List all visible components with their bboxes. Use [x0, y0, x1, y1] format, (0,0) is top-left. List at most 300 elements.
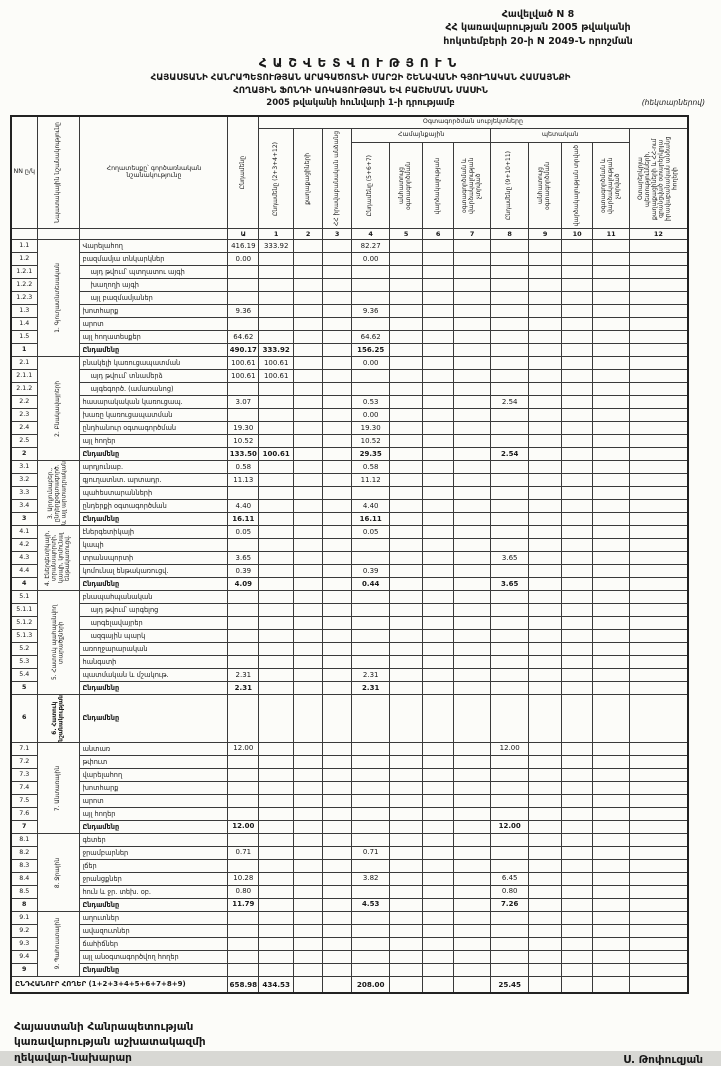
table-row [11, 873, 688, 886]
value-cell [259, 795, 294, 808]
value-cell [390, 500, 423, 513]
value-cell [352, 539, 390, 552]
table-row [11, 370, 688, 383]
value-cell [491, 591, 529, 604]
row-number-cell: 5.3 [11, 656, 37, 669]
value-cell [630, 821, 688, 834]
value-cell [562, 643, 593, 656]
value-cell [294, 474, 323, 487]
table-row [11, 435, 688, 448]
table-row [11, 357, 688, 370]
value-cell [423, 808, 454, 821]
value-cell [454, 292, 491, 305]
value-cell [593, 396, 630, 409]
value-cell [423, 860, 454, 873]
row-number-cell: 7.5 [11, 795, 37, 808]
value-cell [390, 604, 423, 617]
landtype-cell: հանգստի [80, 656, 228, 669]
row-number-cell: 1.4 [11, 318, 37, 331]
value-cell [390, 422, 423, 435]
value-cell [562, 795, 593, 808]
value-cell [529, 860, 562, 873]
value-cell [491, 643, 529, 656]
value-cell [323, 448, 352, 461]
value-cell [390, 591, 423, 604]
value-cell [390, 834, 423, 847]
group-total-label: Ընդամենը [80, 821, 228, 834]
purpose-col-header: Նպատակային նշանակությունը [37, 116, 80, 229]
row-number-cell: 5.1.2 [11, 617, 37, 630]
value-cell [630, 977, 688, 994]
value-cell [423, 604, 454, 617]
value-cell [491, 912, 529, 925]
value-cell [228, 964, 259, 977]
value-cell [454, 656, 491, 669]
value-cell [491, 682, 529, 695]
value-cell [323, 964, 352, 977]
table-row [11, 617, 688, 630]
value-cell [390, 682, 423, 695]
value-cell [323, 756, 352, 769]
value-cell [491, 461, 529, 474]
category-cell: 9. Պահուստային [37, 912, 80, 977]
value-cell [423, 834, 454, 847]
col11-header: օգտագործման և վարձակալության չտրված [593, 143, 630, 229]
value-cell [259, 435, 294, 448]
row-number-cell: 7.4 [11, 782, 37, 795]
value-cell [454, 604, 491, 617]
value-cell [454, 396, 491, 409]
value-cell [630, 474, 688, 487]
value-cell [423, 357, 454, 370]
row-number-cell: 7.3 [11, 769, 37, 782]
value-cell [390, 357, 423, 370]
value-cell: 25.45 [491, 977, 529, 994]
value-cell [491, 266, 529, 279]
value-cell: 3.82 [352, 873, 390, 886]
value-cell [593, 526, 630, 539]
row-number-cell: 3.1 [11, 461, 37, 474]
value-cell: 3.65 [491, 578, 529, 591]
value-cell [259, 873, 294, 886]
value-cell [323, 617, 352, 630]
value-cell: 0.05 [352, 526, 390, 539]
row-number-cell: 5.1.3 [11, 630, 37, 643]
row-number-cell: 8.5 [11, 886, 37, 899]
value-cell: 3.65 [491, 552, 529, 565]
value-cell [423, 795, 454, 808]
table-row [11, 925, 688, 938]
value-cell [294, 318, 323, 331]
value-cell [593, 539, 630, 552]
landtype-cell: այդ թվում՝ պտղատու այգի [80, 266, 228, 279]
value-cell [390, 860, 423, 873]
value-cell [323, 656, 352, 669]
value-cell [259, 938, 294, 951]
value-cell: 0.00 [352, 253, 390, 266]
value-cell [294, 834, 323, 847]
landtype-cell: ջրանցքներ [80, 873, 228, 886]
row-number-cell: 7.2 [11, 756, 37, 769]
value-cell [352, 834, 390, 847]
value-cell: 3.07 [228, 396, 259, 409]
value-cell [491, 756, 529, 769]
value-cell [352, 383, 390, 396]
value-cell [529, 782, 562, 795]
value-cell [454, 695, 491, 743]
row-number-cell: 4.3 [11, 552, 37, 565]
value-cell [423, 630, 454, 643]
landtype-cell: կոմունալ ենթակառուցվ. [80, 565, 228, 578]
value-cell [562, 552, 593, 565]
value-cell [529, 912, 562, 925]
landtype-cell: կապի [80, 539, 228, 552]
value-cell [491, 526, 529, 539]
value-cell [259, 383, 294, 396]
group-total-row [11, 964, 688, 977]
value-cell [562, 565, 593, 578]
value-cell [562, 539, 593, 552]
value-cell [390, 656, 423, 669]
value-cell [630, 279, 688, 292]
value-cell [390, 435, 423, 448]
value-cell [390, 552, 423, 565]
value-cell [423, 500, 454, 513]
row-number-cell: 9.3 [11, 938, 37, 951]
value-cell [294, 873, 323, 886]
value-cell [562, 357, 593, 370]
value-cell: 16.11 [352, 513, 390, 526]
value-cell [491, 240, 529, 253]
row-number-cell: 9.4 [11, 951, 37, 964]
value-cell [491, 951, 529, 964]
landtype-cell: գետեր [80, 834, 228, 847]
value-cell [259, 847, 294, 860]
landtype-cell: անտառ [80, 743, 228, 756]
table-row [11, 500, 688, 513]
row-number-cell: 7.1 [11, 743, 37, 756]
value-cell [294, 695, 323, 743]
value-cell [630, 695, 688, 743]
table-row [11, 886, 688, 899]
col8-header: Ընդամենը (9+10+11) [491, 143, 529, 229]
value-cell [454, 756, 491, 769]
value-cell [323, 604, 352, 617]
row-number-cell: 3.3 [11, 487, 37, 500]
value-cell [593, 938, 630, 951]
value-cell [294, 977, 323, 994]
value-cell [294, 847, 323, 860]
value-cell [228, 860, 259, 873]
value-cell [630, 743, 688, 756]
numbering-cell: 9 [529, 229, 562, 240]
value-cell [529, 422, 562, 435]
value-cell [423, 769, 454, 782]
value-cell [294, 938, 323, 951]
value-cell [630, 487, 688, 500]
group-total-row [11, 682, 688, 695]
landtype-cell: բնակելի կառուցապատման [80, 357, 228, 370]
value-cell [423, 318, 454, 331]
value-cell [630, 383, 688, 396]
value-cell [630, 899, 688, 912]
value-cell [630, 448, 688, 461]
value-cell: 0.39 [352, 565, 390, 578]
table-row [11, 834, 688, 847]
value-cell [491, 539, 529, 552]
value-cell [562, 951, 593, 964]
value-cell [294, 951, 323, 964]
landtype-cell: բազմամյա տնկարկներ [80, 253, 228, 266]
value-cell [562, 860, 593, 873]
value-cell [294, 795, 323, 808]
value-cell [529, 305, 562, 318]
value-cell [454, 769, 491, 782]
value-cell [228, 951, 259, 964]
value-cell [562, 682, 593, 695]
value-cell [259, 604, 294, 617]
value-cell [294, 357, 323, 370]
table-row [11, 396, 688, 409]
value-cell: 0.71 [352, 847, 390, 860]
value-cell [423, 305, 454, 318]
numbering-cell: 2 [294, 229, 323, 240]
value-cell [259, 756, 294, 769]
value-cell [423, 899, 454, 912]
value-cell [630, 643, 688, 656]
value-cell [593, 279, 630, 292]
value-cell: 12.00 [491, 743, 529, 756]
value-cell: 29.35 [352, 448, 390, 461]
value-cell [294, 253, 323, 266]
value-cell [294, 643, 323, 656]
col4-header: Ընդամենը (5+6+7) [352, 143, 390, 229]
table-row [11, 461, 688, 474]
value-cell [323, 912, 352, 925]
value-cell [529, 513, 562, 526]
table-row [11, 656, 688, 669]
value-cell [390, 565, 423, 578]
table-row [11, 318, 688, 331]
value-cell [323, 808, 352, 821]
value-cell [454, 266, 491, 279]
value-cell [562, 808, 593, 821]
table-row [11, 305, 688, 318]
value-cell [454, 409, 491, 422]
col7-header: օգտագործման և վարձակալության չտրված [454, 143, 491, 229]
value-cell [454, 808, 491, 821]
value-cell [352, 808, 390, 821]
value-cell [294, 591, 323, 604]
value-cell [259, 253, 294, 266]
appendix-line: Հավելված N 8 [501, 9, 575, 20]
category-cell: 7. Անտառային [37, 743, 80, 834]
value-cell [423, 383, 454, 396]
value-cell: 12.00 [491, 821, 529, 834]
value-cell [259, 899, 294, 912]
landtype-cell: պահեստարանների [80, 487, 228, 500]
value-cell [259, 526, 294, 539]
value-cell [259, 682, 294, 695]
value-cell [630, 539, 688, 552]
value-cell [390, 513, 423, 526]
value-cell [259, 912, 294, 925]
landtype-cell: արոտ [80, 318, 228, 331]
value-cell [454, 782, 491, 795]
signature-name: Ս. Թոփուզյան [623, 1053, 703, 1066]
value-cell [390, 873, 423, 886]
value-cell [294, 578, 323, 591]
units-note: (հեկտարներով) [641, 97, 705, 107]
value-cell [323, 782, 352, 795]
value-cell: 208.00 [352, 977, 390, 994]
value-cell [529, 292, 562, 305]
value-cell [562, 743, 593, 756]
value-cell [390, 912, 423, 925]
value-cell [491, 656, 529, 669]
value-cell [294, 964, 323, 977]
value-cell [294, 396, 323, 409]
value-cell [630, 253, 688, 266]
value-cell [228, 591, 259, 604]
table-row [11, 782, 688, 795]
value-cell [423, 279, 454, 292]
value-cell [423, 695, 454, 743]
value-cell [491, 474, 529, 487]
value-cell [593, 565, 630, 578]
value-cell: 0.71 [228, 847, 259, 860]
value-cell [228, 695, 259, 743]
value-cell [323, 925, 352, 938]
value-cell [529, 565, 562, 578]
value-cell: 0.00 [352, 409, 390, 422]
col10-header: վարձակալության տրված [562, 143, 593, 229]
row-number-cell: 4.2 [11, 539, 37, 552]
value-cell [423, 292, 454, 305]
value-cell [529, 769, 562, 782]
value-cell: 156.25 [352, 344, 390, 357]
row-number-cell: 8.3 [11, 860, 37, 873]
value-cell [228, 292, 259, 305]
landtype-cell: արոտ [80, 795, 228, 808]
value-cell [390, 578, 423, 591]
value-cell [454, 435, 491, 448]
value-cell [352, 617, 390, 630]
value-cell [294, 487, 323, 500]
value-cell [630, 318, 688, 331]
value-cell: 490.17 [228, 344, 259, 357]
value-cell [294, 526, 323, 539]
row-number-cell: 2 [11, 448, 37, 461]
value-cell [352, 925, 390, 938]
value-cell [294, 808, 323, 821]
value-cell [491, 938, 529, 951]
value-cell [529, 409, 562, 422]
landtype-cell: ընդհանուր օգտագործման [80, 422, 228, 435]
value-cell [562, 578, 593, 591]
value-cell [454, 578, 491, 591]
landtype-col-header: Հողատեսքը՝ գործառնական նշանակությունը [80, 116, 228, 229]
group-total-label: Ընդամենը [80, 448, 228, 461]
value-cell [423, 396, 454, 409]
value-cell [294, 240, 323, 253]
value-cell: 333.92 [259, 240, 294, 253]
value-cell [454, 964, 491, 977]
value-cell: 10.28 [228, 873, 259, 886]
value-cell [630, 396, 688, 409]
value-cell [454, 912, 491, 925]
value-cell [259, 552, 294, 565]
value-cell [630, 769, 688, 782]
row-number-cell: 3 [11, 513, 37, 526]
value-cell [323, 886, 352, 899]
value-cell [294, 565, 323, 578]
value-cell [228, 925, 259, 938]
value-cell [491, 669, 529, 682]
value-cell [529, 656, 562, 669]
value-cell [423, 756, 454, 769]
landtype-cell: այդ թվում՝ արգելոց [80, 604, 228, 617]
value-cell [259, 964, 294, 977]
value-cell [259, 743, 294, 756]
value-cell [529, 474, 562, 487]
value-cell [593, 847, 630, 860]
value-cell [529, 526, 562, 539]
value-cell: 333.92 [259, 344, 294, 357]
numbering-cell: 10 [562, 229, 593, 240]
value-cell [562, 834, 593, 847]
value-cell [259, 860, 294, 873]
value-cell: 0.00 [352, 357, 390, 370]
value-cell: 100.61 [259, 448, 294, 461]
value-cell [352, 630, 390, 643]
value-cell [454, 821, 491, 834]
table-row [11, 565, 688, 578]
value-cell [562, 422, 593, 435]
report-dateline [10, 98, 711, 110]
value-cell [630, 808, 688, 821]
value-cell [423, 977, 454, 994]
value-cell [454, 977, 491, 994]
value-cell [562, 925, 593, 938]
value-cell: 100.61 [259, 357, 294, 370]
value-cell [390, 370, 423, 383]
value-cell [390, 821, 423, 834]
table-row [11, 409, 688, 422]
value-cell [491, 847, 529, 860]
value-cell [529, 977, 562, 994]
value-cell: 12.00 [228, 821, 259, 834]
value-cell [593, 383, 630, 396]
value-cell [454, 847, 491, 860]
value-cell [630, 886, 688, 899]
value-cell [352, 552, 390, 565]
numbering-cell: 5 [390, 229, 423, 240]
value-cell [294, 500, 323, 513]
value-cell: 6.45 [491, 873, 529, 886]
value-cell [630, 240, 688, 253]
value-cell [491, 808, 529, 821]
value-cell [593, 695, 630, 743]
value-cell [491, 331, 529, 344]
col12-header: Օտարերկրյա պետությունների, քաղաքացիների և ՀՀ-ում գրանցված օտարերկրյա իրավաբանական անձանց հողերի [630, 129, 688, 229]
value-cell [562, 409, 593, 422]
value-cell [390, 292, 423, 305]
value-cell [529, 370, 562, 383]
value-cell: 19.30 [228, 422, 259, 435]
value-cell [593, 964, 630, 977]
value-cell: 100.61 [228, 357, 259, 370]
